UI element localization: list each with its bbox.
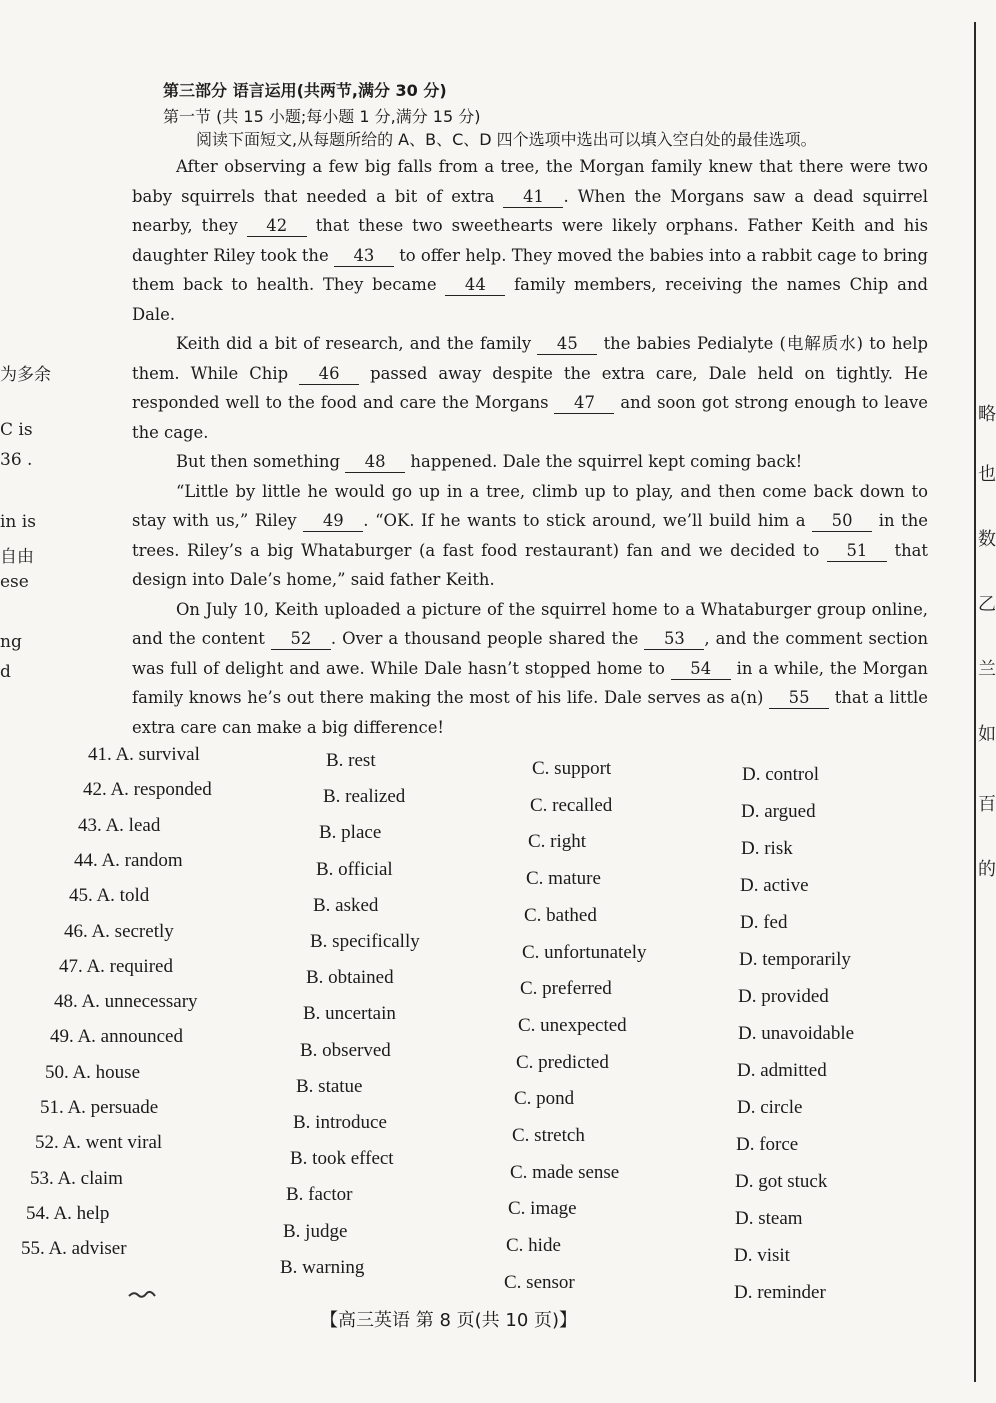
passage-text: “Little by little he would go up in a tree, climb up to play, and then come back down to stay with us,” Riley [132,481,928,530]
paragraph-4 [132,477,928,595]
option-54-d: D. visit [734,1245,790,1266]
blank-54: 54 [671,659,731,680]
right-margin-fragment: 兰 [978,659,996,680]
option-43-b: B. place [319,822,382,843]
paragraph-5 [132,595,928,743]
option-44-a: 44. A. random [74,850,183,871]
blank-48: 48 [345,452,405,473]
passage-text: that a little extra care can make a big difference! [132,688,928,737]
option-49-c: C. predicted [516,1052,609,1073]
blank-43: 43 [334,246,394,267]
option-55-d: D. reminder [734,1282,826,1303]
blank-49: 49 [303,511,363,532]
option-49-b: B. observed [300,1040,391,1061]
option-41-d: D. control [742,764,820,785]
option-50-d: D. circle [737,1097,803,1118]
option-55-c: C. sensor [504,1272,575,1293]
page-footer: 【高三英语 第 8 页(共 10 页)】 [320,1310,578,1331]
option-52-c: C. made sense [510,1162,620,1183]
passage-text: that these two sweethearts were likely orphans. Father Keith and his daughter Riley took the [132,216,928,265]
passage-text: in the trees. Riley’s a big Whataburger (a fast food restaurant) fan and we decided to [132,511,928,560]
smudge-mark [128,1290,156,1300]
option-43-d: D. risk [741,838,793,859]
option-49-a: 49. A. announced [50,1026,183,1047]
paragraph-1 [132,152,928,329]
option-46-d: D. temporarily [739,949,851,970]
option-50-b: B. statue [296,1076,363,1097]
option-51-d: D. force [736,1134,799,1155]
right-margin-fragment: 乙 [978,594,996,615]
option-45-d: D. fed [740,912,788,933]
option-43-a: 43. A. lead [78,815,161,836]
passage-text: happened. Dale the squirrel kept coming back! [405,452,803,471]
option-50-a: 50. A. house [45,1062,140,1083]
passage-text: to offer help. They moved the babies into a rabbit cage to bring them back to health. They became [132,245,928,294]
option-47-a: 47. A. required [59,956,173,977]
right-margin-fragment: 数 [978,529,996,550]
paragraph-2 [132,329,928,447]
option-44-d: D. active [740,875,809,896]
option-52-d: D. got stuck [735,1171,828,1192]
option-47-d: D. provided [738,986,829,1007]
passage-text: the babies Pedialyte (电解质水) to help them. While Chip [132,334,928,383]
blank-55: 55 [769,688,829,709]
right-margin-fragment: 如 [978,724,996,745]
blank-51: 51 [827,541,887,562]
option-47-c: C. preferred [520,978,612,999]
passage-text: passed away despite the extra care, Dale held on tightly. He responded well to the food and care the Morgans [132,363,928,412]
option-43-c: C. right [528,831,587,852]
blank-41: 41 [503,187,563,208]
passage-text: Keith did a bit of research, and the family [176,334,538,353]
option-53-a: 53. A. claim [30,1168,123,1189]
option-51-a: 51. A. persuade [40,1097,159,1118]
option-46-b: B. specifically [310,931,420,952]
right-margin-fragment: 略 [978,404,996,425]
left-margin-fragment: 自由 [0,547,34,567]
option-42-c: C. recalled [530,795,613,816]
option-52-b: B. took effect [290,1148,394,1169]
option-48-d: D. unavoidable [738,1023,855,1044]
blank-50: 50 [812,511,872,532]
option-45-a: 45. A. told [69,885,150,906]
option-41-b: B. rest [326,750,376,771]
right-margin-fragment: 也 [978,464,996,485]
blank-45: 45 [537,334,597,355]
paragraph-3 [132,447,928,477]
option-41-a: 41. A. survival [88,744,200,765]
option-46-a: 46. A. secretly [64,921,174,942]
blank-53: 53 [644,629,704,650]
option-44-b: B. official [316,859,393,880]
passage-text: After observing a few big falls from a tree, the Morgan family knew that there were two baby squirrels that needed a bit of extra [132,157,928,206]
option-54-c: C. hide [506,1235,561,1256]
right-margin-fragment: 的 [978,859,996,880]
option-54-a: 54. A. help [26,1203,110,1224]
left-margin-fragment: d [0,662,11,682]
option-51-b: B. introduce [293,1112,387,1133]
page-fold-line [974,22,976,1382]
section-subtitle: 第一节 (共 15 小题;每小题 1 分,满分 15 分) [163,107,481,126]
option-46-c: C. unfortunately [522,942,647,963]
option-53-d: D. steam [735,1208,803,1229]
option-41-c: C. support [532,758,612,779]
option-49-d: D. admitted [737,1060,827,1081]
option-48-b: B. uncertain [303,1003,396,1024]
option-53-b: B. factor [286,1184,353,1205]
passage [132,152,928,742]
option-48-a: 48. A. unnecessary [54,991,198,1012]
left-margin-fragment: ese [0,572,29,592]
option-48-c: C. unexpected [518,1015,627,1036]
option-42-a: 42. A. responded [83,779,212,800]
left-margin-fragment: 为多余 [0,365,51,385]
option-42-d: D. argued [741,801,816,822]
part-title: 第三部分 语言运用(共两节,满分 30 分) [163,81,447,100]
option-47-b: B. obtained [306,967,394,988]
passage-text: that design into Dale’s home,” said father Keith. [132,540,928,589]
option-54-b: B. judge [283,1221,348,1242]
blank-46: 46 [299,364,359,385]
passage-text: and soon got strong enough to leave the cage. [132,393,928,442]
instruction: 阅读下面短文,从每题所给的 A、B、C、D 四个选项中选出可以填入空白处的最佳选项。 [196,130,817,149]
option-45-b: B. asked [313,895,379,916]
blank-52: 52 [271,629,331,650]
option-44-c: C. mature [526,868,601,889]
blank-47: 47 [554,393,614,414]
passage-text: in a while, the Morgan family knows he’s out there making the most of his life. Dale serves as a(n) [132,658,928,707]
option-55-a: 55. A. adviser [21,1238,127,1259]
passage-text: , and the comment section was full of delight and awe. While Dale hasn’t stopped home to [132,629,929,678]
passage-text: . When the Morgans saw a dead squirrel nearby, they [132,186,928,235]
left-margin-fragment: ng [0,632,22,652]
right-margin-fragment: 百 [978,794,996,815]
option-55-b: B. warning [280,1257,365,1278]
option-52-a: 52. A. went viral [35,1132,163,1153]
passage-text: But then something [176,452,346,471]
option-45-c: C. bathed [524,905,597,926]
passage-text: On July 10, Keith uploaded a picture of the squirrel home to a Whataburger group online, and the content [132,599,928,648]
option-50-c: C. pond [514,1088,575,1109]
passage-text: family members, receiving the names Chip and Dale. [132,275,928,324]
option-53-c: C. image [508,1198,577,1219]
passage-text: . “OK. If he wants to stick around, we’ll build him a [363,511,813,530]
passage-text: . Over a thousand people shared the [330,629,645,648]
blank-42: 42 [247,216,307,237]
option-51-c: C. stretch [512,1125,585,1146]
option-42-b: B. realized [323,786,406,807]
blank-44: 44 [445,275,505,296]
left-margin-fragment: 36 . [0,450,33,470]
left-margin-fragment: in is [0,512,36,532]
left-margin-fragment: C is [0,420,33,440]
